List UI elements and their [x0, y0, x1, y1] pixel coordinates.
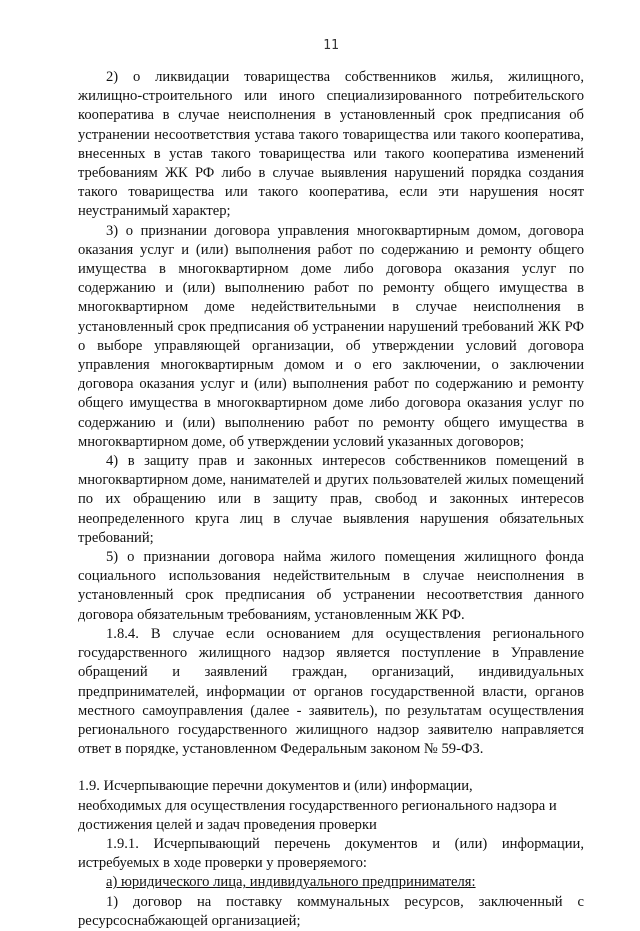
document-body: [78, 68, 584, 931]
heading-line-2: необходимых для осуществления государственного регионального надзора и: [78, 797, 557, 814]
paragraph-liquidation: 2) о ликвидации товарищества собственников жилья, жилищного, жилищно-строительного или иного специализированного потребительского кооператива в случае неисполнения в установленный срок предписания об устранении несоответствия устава такого товарищества или такого кооператива, внесенных в устав такого товарищества или такого кооператива изменений требованиям ЖК РФ либо в случае выявления нарушений порядка создания такого товарищества или такого кооператива, если эти нарушения носят неустранимый характер;: [78, 69, 584, 220]
section-heading-1-9: [78, 777, 584, 835]
paragraph-lease-invalidation: 5) о признании договора найма жилого помещения жилищного фонда социального использования недействительным в случае неисполнения в установленный срок предписания об устранении несоответствия данного договора обязательным требованиям, установленным ЖК РФ.: [78, 549, 584, 623]
subheading-legal-entity-text: а) юридического лица, индивидуального предпринимателя:: [106, 874, 476, 891]
list-item-1: 1) договор на поставку коммунальных ресурсов, заключенный с ресурсоснабжающей организацией;: [78, 893, 584, 929]
paragraph-rights-protection: 4) в защиту прав и законных интересов собственников помещений в многоквартирном доме, нанимателей и других пользователей жилых помещений по их обращению или в защиту прав, свобод и законных интересов неопределенного круга лиц в случае выявления нарушения обязательных требований;: [78, 453, 584, 546]
heading-line-3: достижения целей и задач проведения проверки: [78, 816, 377, 833]
subheading-legal-entity: [78, 873, 584, 892]
paragraph-1-8-4: 1.8.4. В случае если основанием для осуществления регионального государственного жилищного надзор является поступление в Управление обращений и заявлений граждан, организаций, индивидуальных предпринимателей, информации от органов государственной власти, органов местного самоуправления (далее - заявитель), по результатам осуществления регионального государственного жилищного надзор заявителю направляется ответ в порядке, установленном Федеральным законом № 59-ФЗ.: [78, 625, 584, 758]
paragraph-1-9-1: 1.9.1. Исчерпывающий перечень документов и (или) информации, истребуемых в ходе проверки у проверяемого:: [78, 835, 584, 872]
page-number: 11: [323, 38, 339, 53]
paragraph-contract-invalidation: 3) о признании договора управления многоквартирным домом, договора оказания услуг и (или) выполнения работ по содержанию и ремонту общего имущества в многоквартирном доме либо договора оказания услуг по содержанию и (или) выполнению работ по ремонту общего имущества в многоквартирном доме недействительными в случае неисполнения в установленный срок предписания об устранении нарушений требований ЖК РФ о выборе управляющей организации, об утверждении условий договора управления многоквартирным домом и о его заключении, о заключении договора оказания услуг и (или) выполнения работ по содержанию и ремонту общего имущества в многоквартирном доме либо договора оказания услуг по содержанию и (или) выполнению работ по ремонту общего имущества в многоквартирном доме, об утверждении условий указанных договоров;: [78, 222, 584, 450]
heading-line-1: 1.9. Исчерпывающие перечни документов и (или) информации,: [78, 778, 473, 795]
